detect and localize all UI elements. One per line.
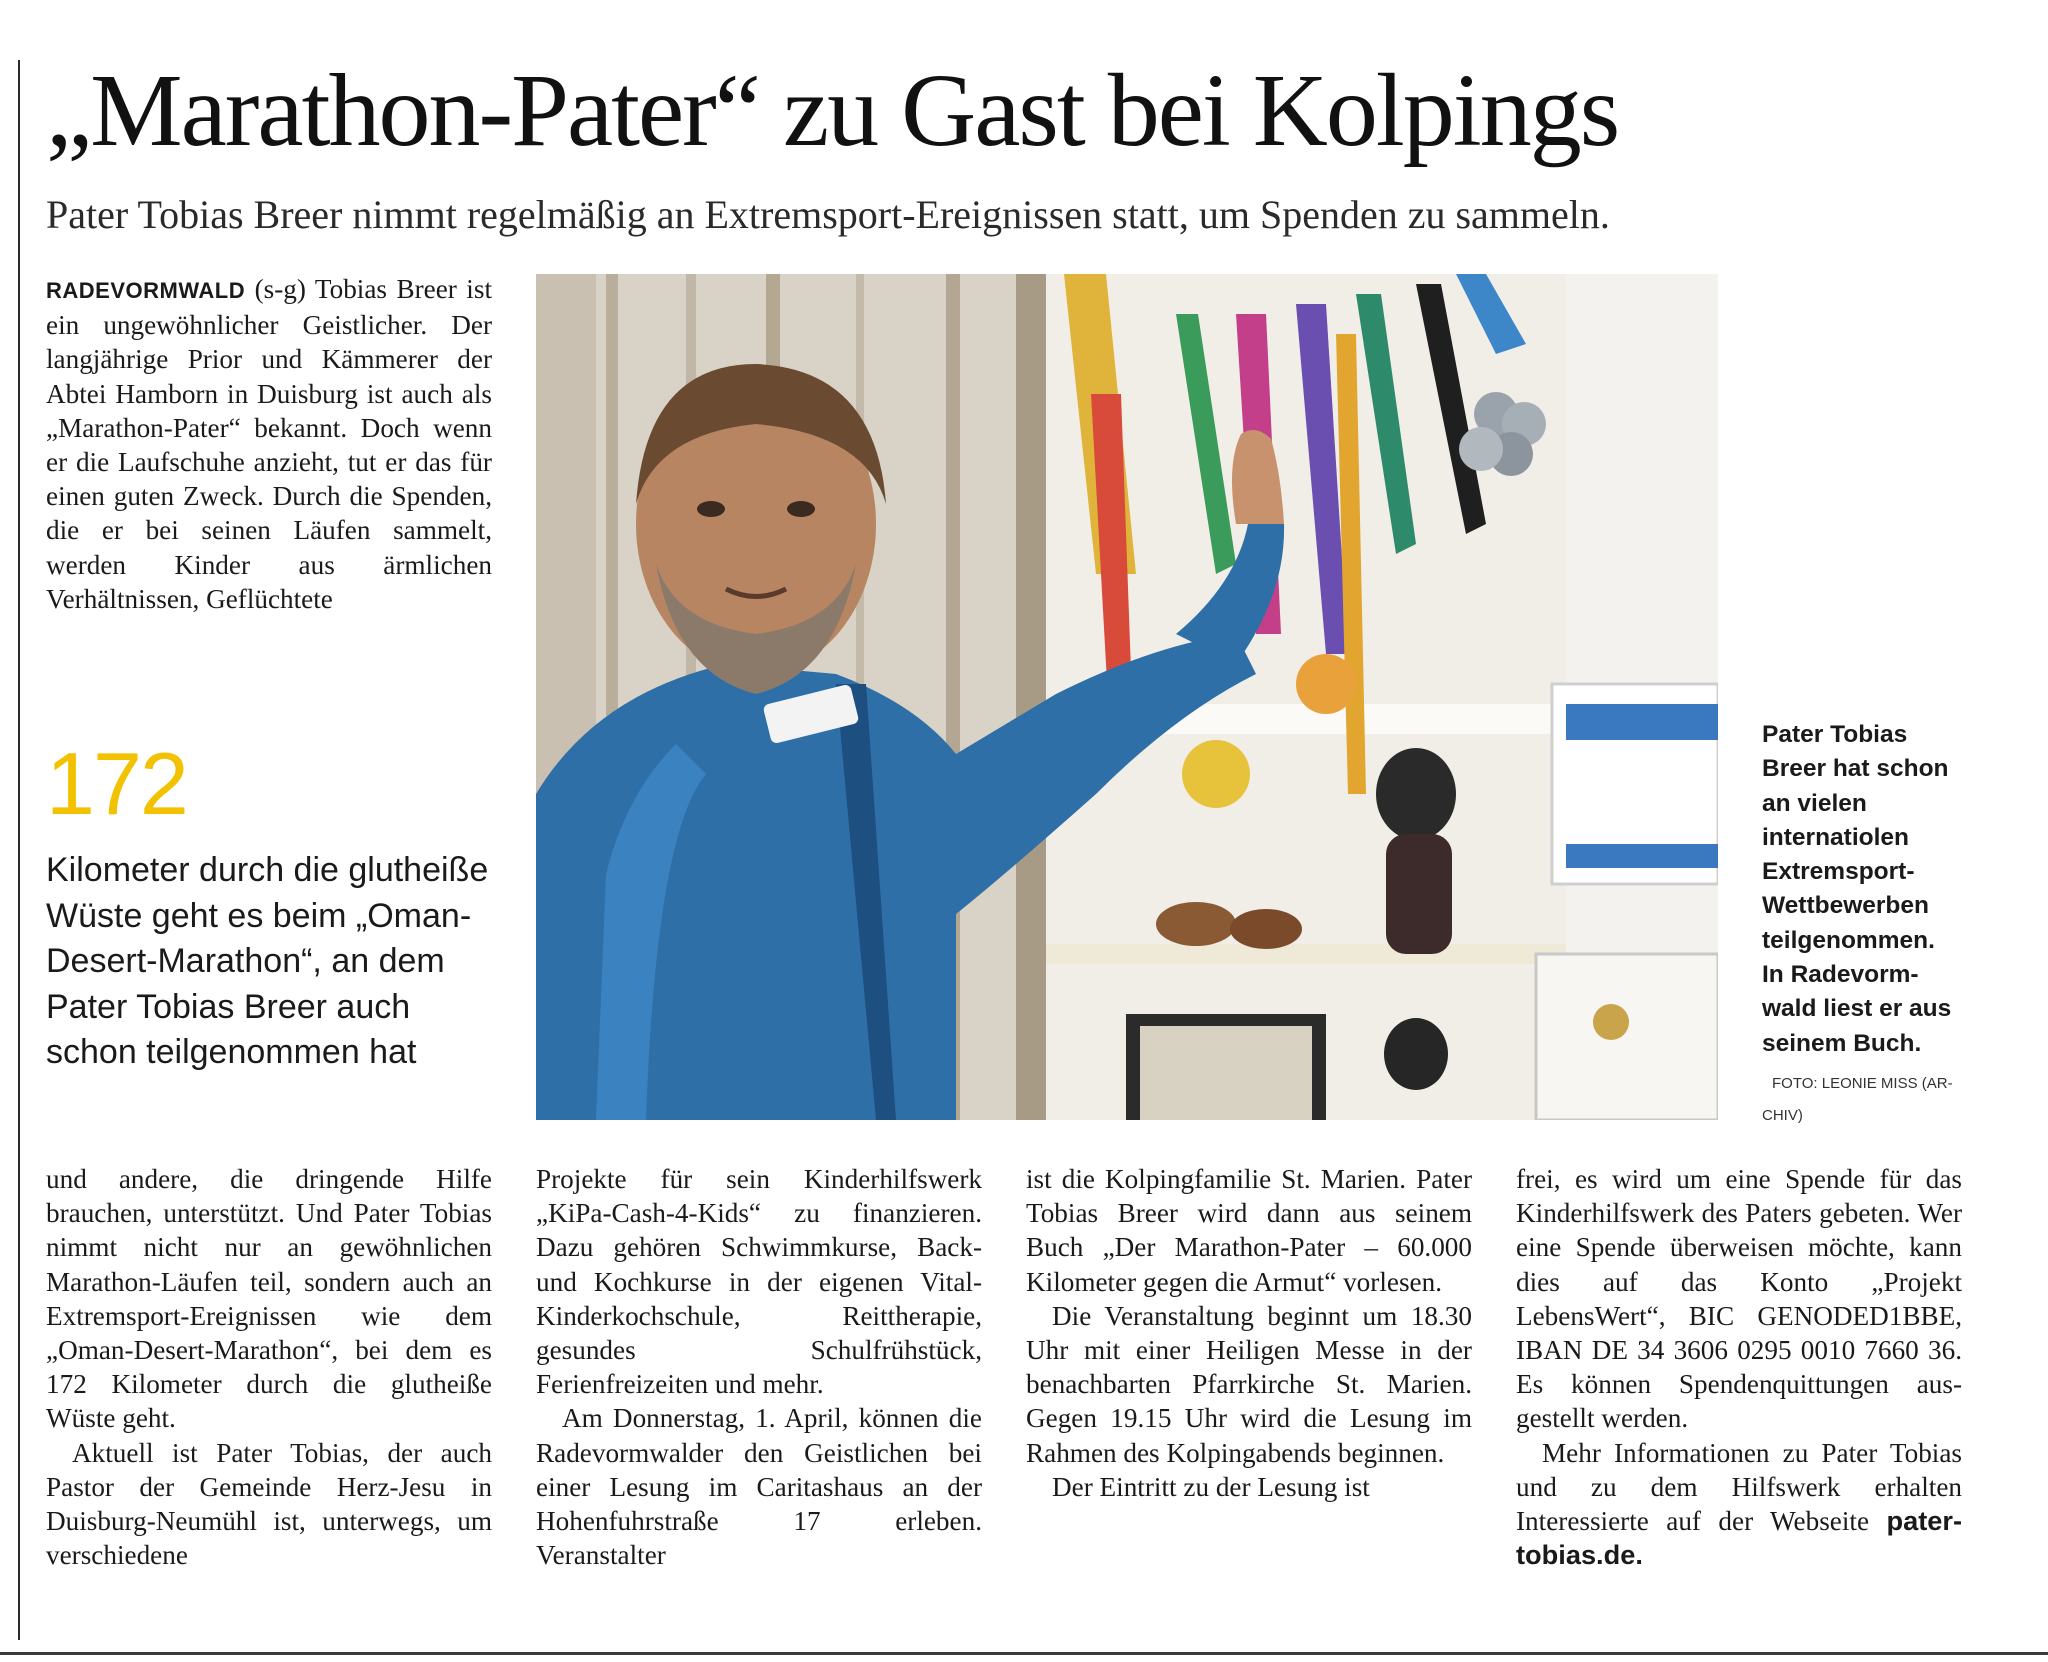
photo-credit: FOTO: LEONIE MISS (ARCHIV)	[1762, 1075, 1953, 1124]
photo-caption: Pater Tobias Breer hat schon an vielen internatiolen Extremsport-Wettbewerben teilgenommen. In Radevormwald liest er aus seinem Buch.	[1762, 721, 1952, 1057]
body-column-4	[1516, 1162, 1962, 1572]
byline-code: (s-g)	[254, 274, 306, 304]
body-column-2	[536, 1162, 982, 1572]
dateline: RADEVORMWALD	[46, 278, 246, 303]
body-paragraph	[1516, 1436, 1962, 1573]
website-link[interactable]: pater-tobias.de.	[1516, 1505, 1963, 1571]
subheadline: Pater Tobias Breer nimmt regelmäßig an Extremsport-Ereignissen statt, um Spenden zu sammeln.	[46, 192, 1610, 237]
factbox-number: 172	[46, 734, 187, 833]
closing-text: Mehr Informationen zu Pater Tobias und zu dem Hilfswerk erhalten Interessierte auf der Webseite	[1516, 1437, 1962, 1537]
body-paragraph: Am Donnerstag, 1. April, können die Radevormwalder den Geistlichen bei einer Lesung im Caritashaus an der Hohenfuhrstraße 17 erleben. Veranstalter	[536, 1403, 982, 1571]
body-paragraph: Der Eintritt zu der Lesung ist	[1052, 1471, 1370, 1502]
body-paragraph: ist die Kolpingfamilie St. Marien. Pater Tobias Breer wird dann aus seinem Buch „Der Marathon-Pater – 60.000 Kilometer gegen die Armut“ vorlesen.	[1026, 1164, 1472, 1297]
lead-paragraph	[46, 272, 492, 616]
body-paragraph: Projekte für sein Kinderhilfswerk „KiPa-Cash-4-Kids“ zu finanzieren. Dazu gehören Schwimmkurse, Back- und Kochkurse in der eigenen Vital-Kinderkochschule, Reittherapie, gesundes Schulfrühstück, Ferienfreizeiten und mehr.	[536, 1164, 982, 1400]
body-paragraph: Die Veranstaltung beginnt um 18.30 Uhr mit einer Heiligen Messe in der benachbarten Pfarrkirche St. Marien. Gegen 19.15 Uhr wird die Lesung im Rahmen des Kolpingabends beginnen.	[1026, 1300, 1472, 1468]
lead-text: Tobias Breer ist ein ungewöhnlicher Geistlicher. Der langjährige Prior und Kämmerer der Abtei Hamborn in Duisburg ist auch als „Marathon-Pater“ bekannt. Doch wenn er die Laufschuhe anzieht, tut er das für einen guten Zweck. Durch die Spenden, die er bei seinen Läufen sammelt, werden Kinder aus ärmlichen Verhältnissen, Geflüchtete	[46, 274, 492, 614]
left-column-rule	[18, 60, 20, 1640]
body-column-3	[1026, 1162, 1472, 1504]
body-paragraph: Aktuell ist Pater Tobias, der auch Pastor der Gemeinde Herz-Jesu in Duisburg-Neumühl ist, unterwegs, um verschiedene	[46, 1437, 492, 1571]
photo-illustration	[536, 274, 1718, 1120]
factbox-text: Kilometer durch die glutheiße Wüste geht es beim „Oman-Desert-Marathon“, an dem Pater Tobias Breer auch schon teilgenommen hat	[46, 851, 489, 1071]
headline: „Marathon-Pater“ zu Gast bei Kolpings	[46, 53, 1619, 168]
body-paragraph: und andere, die dringende Hilfe brauchen, unterstützt. Und Pater Tobias nimmt nicht nur an gewöhnlichen Marathon-Läufen teil, sondern auch an Extremsport-Ereignissen wie dem „Oman-Desert-Marathon“, bei dem es 172 Kilometer durch die glutheiße Wüste geht.	[46, 1164, 492, 1434]
body-paragraph: frei, es wird um eine Spende für das Kinderhilfswerk des Paters gebeten. Wer eine Spende überweisen möchte, kann dies auf das Konto „Projekt LebensWert“, BIC GENODED1BBE, IBAN DE 34 3606 0295 0010 7660 36. Es können Spendenquittungen ausgestellt werden.	[1516, 1164, 1962, 1434]
article-photo	[536, 274, 1718, 1120]
body-column-1	[46, 1162, 492, 1572]
bottom-rule	[0, 1652, 2048, 1655]
